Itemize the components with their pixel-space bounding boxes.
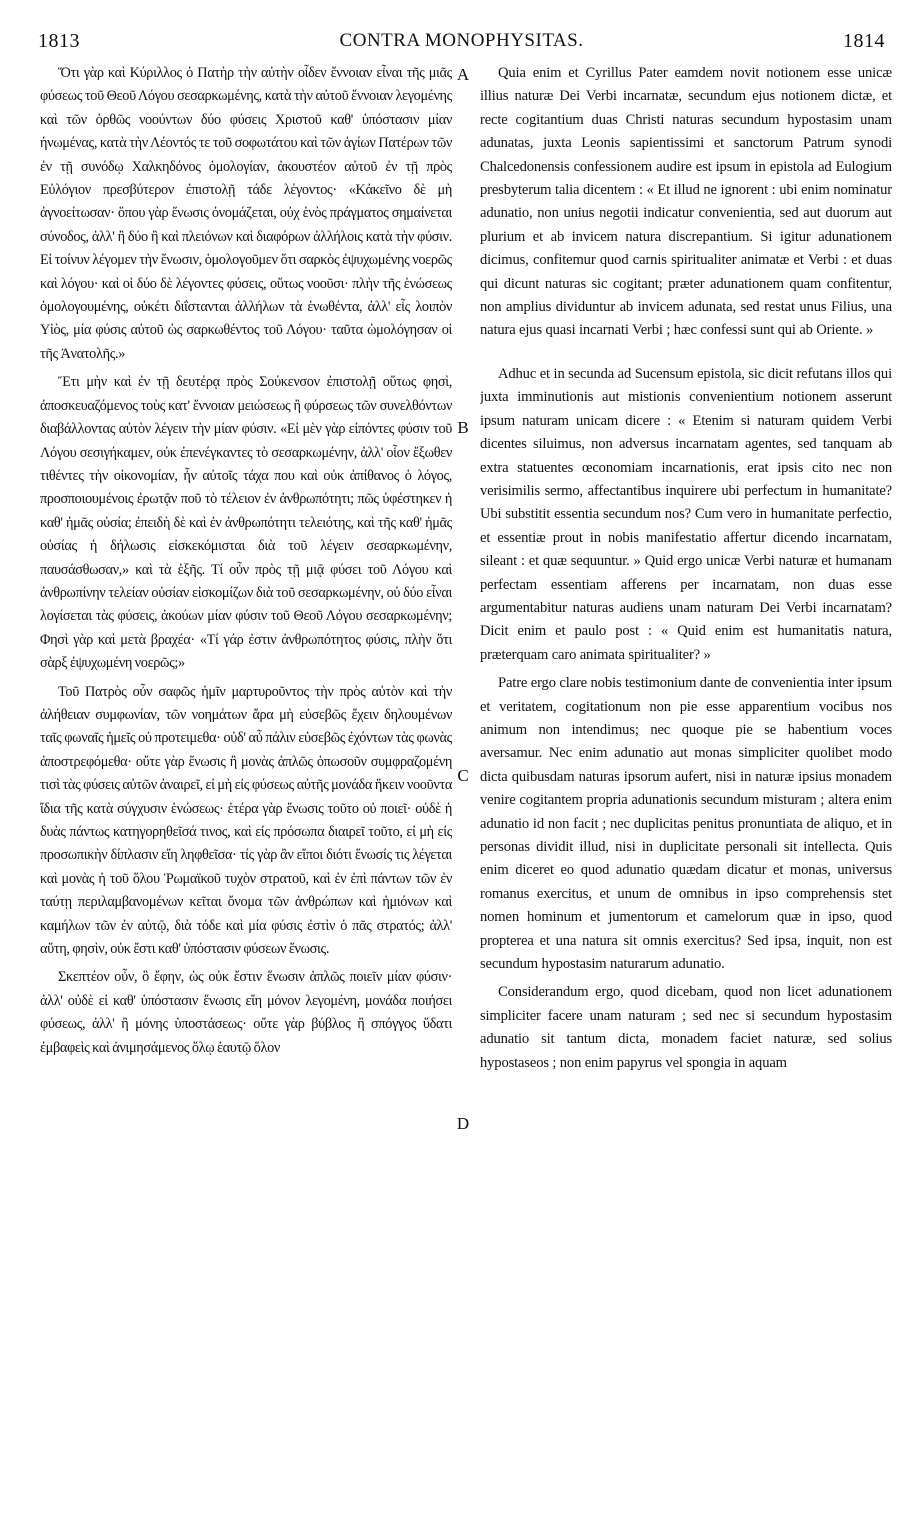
- latin-paragraph: Considerandum ergo, quod dicebam, quod non licet adunationem simpliciter facere unam naturam ; sed nec si secundum hypostasim adunatio sit tantum dicta, monadem faciet naturæ, sed solius hypostaseos ; non enim papyrus vel spongia in aquam: [480, 984, 892, 1071]
- greek-paragraph: Ἔτι μὴν καὶ ἐν τῇ δευτέρᾳ πρὸς Σούκενσον ἐπιστολῇ οὕτως φησὶ, ἀποσκευαζόμενος τοὺς κατ' ἔννοιαν μειώσεως ἢ φύρσεως τῶν συνελθόντων διαβάλλοντας αὐτὸν λέγειν τὴν μίαν φύσιν. «Εἰ μὲν γὰρ εἰπόντες φύσιν τοῦ Λόγου σεσιγήκαμεν, οὐκ ἐπενέγκαντες τὸ σεσαρκωμένην, ἀλλ' οἷον ἔξωθεν τιθέντες τὴν οἰκονομίαν, ἦν αὐτοῖς τάχα που καὶ οὐκ ἀπίθανος ὁ λόγος, προσποιουμένοις ἐρωτᾷν ποῦ τὸ τέλειον ἐν ἀνθρωπότητι; πῶς ὑφέστηκεν ἡ καθ' ἡμᾶς οὐσία; ἐπειδὴ δὲ καὶ ἐν ἀνθρωπότητι τελειότης, καὶ τῆς καθ' ἡμᾶς οὐσίας ἡ δήλωσις εἰσκεκόμισται διὰ τοῦ λέγειν σεσαρκωμένην, παυσάσθωσαν,» καὶ τὰ ἑξῆς. Τί οὖν πρὸς τῇ μιᾷ φύσει τοῦ Λόγου καὶ ἀνθρωπίνην τελείαν οὐσίαν εἰσκομίζων διὰ τοῦ σεσαρκωμένην, οὐ δύο εἶναι λογίσεται τὰς φύσεις, ἀκούων μίαν φύσιν τοῦ Θεοῦ Λόγου σεσαρκωμένην; Φησὶ γὰρ καὶ μετὰ βραχέα· «Τί γάρ ἐστιν ἀνθρωπότητος φύσις, πλὴν ὅτι σὰρξ ἐψυχωμένη νοερῶς;»: [40, 374, 452, 672]
- page-number-left: 1813: [38, 30, 80, 52]
- greek-paragraph: Ὅτι γὰρ καὶ Κύριλλος ὁ Πατὴρ τὴν αὐτὴν οἶδεν ἔννοιαν εἶναι τῆς μιᾶς φύσεως τοῦ Θεοῦ Λόγου σεσαρκωμένης, κατὰ τὴν αὐτοῦ ἔννοιαν λεγομένης καὶ τῶν ὀρθῶς νοούντων δύο φύσεις Χριστοῦ καθ' ὑπόστασιν μίαν ἡνωμένας, κατὰ τὴν Λέοντός τε τοῦ σοφωτάτου καὶ τῶν ἁγίων Πατέρων τῶν ἐν τῇ συνόδῳ Χαλκηδόνος ὁμολογίαν, ἀκουστέον αὐτοῦ ἐν τῇ πρὸς Εὐλόγιον πρεσβύτερον ἐπιστολῇ τάδε λέγοντος· «Κἀκεῖνο δὲ μὴ ἀγνοείτωσαν· ὅπου γὰρ ἕνωσις ὀνομάζεται, οὐχ ἑνὸς πράγματος σημαίνεται σύνοδος, ἀλλ' ἢ δύο ἢ καὶ πλειόνων καὶ διαφόρων ἀλλήλοις κατὰ τὴν φύσιν. Εἰ τοίνυν λέγομεν τὴν ἕνωσιν, ὁμολογοῦμεν ὅτι σαρκὸς ἐψυχωμένης νοερῶς καὶ λόγου· καὶ οἱ δύο δὲ λέγοντες φύσεις, οὕτως νοοῦσι· πλὴν τῆς ἑνώσεως ὁμολογουμένης, οὐκέτι διΐστανται ἀλλήλων τὰ ἑνωθέντα, ἀλλ' εἷς λοιπὸν Υἱὸς, μία φύσις αὐτοῦ ὡς σαρκωθέντος τοῦ Λόγου· ταῦτα ὡμολόγησαν οἱ τῆς Ἀνατολῆς.»: [40, 65, 452, 362]
- section-marker-a: A: [456, 65, 470, 84]
- section-marker-c: C: [457, 766, 469, 785]
- latin-paragraph: Patre ergo clare nobis testimonium dante de convenientia inter ipsum et veritatem, cogitationum non pie esse apparentium vocibus nos animum non intendimus; nec quoque pie se habentium voces aversamur. Nec enim adunatio aut monas simpliciter quolibet modo dicta quibusdam naturas ipsorum aufert, nisi in naturæ ipsius monadem venire cogitantem propria adunationis secundum misturam ; altera enim adunatio id non facit ; nec duplicitas penitus pronuntiata de aliquo, et in personas dividit illud, nisi in duplicitate personali sit intellecta. Quis enim diceret eo quod adunatio quædam dicatur et monas, universus romanus exercitus, et unum de omnibus in ipso comprehensis stet nomen hominum et jumentorum et camelorum quæ in ipso, quod propterea et una natura sit omnis exercitus? Sed ipsa, inquit, non est secundum hypostasim naturarum adunatio.: [480, 675, 892, 973]
- running-header: [30, 30, 893, 60]
- running-title: CONTRA MONOPHYSITAS.: [339, 30, 584, 51]
- latin-column: [480, 62, 892, 1512]
- greek-paragraph: Τοῦ Πατρὸς οὖν σαφῶς ἡμῖν μαρτυροῦντος τὴν πρὸς αὐτὸν καὶ τὴν ἀλήθειαν συμφωνίαν, τῶν νοημάτων ἄρα μὴ εὐσεβῶς ἔχειν δηλουμένων ταῖς φωναῖς ἡμεῖς οὐ προτειμεθα· οὐδ' αὖ πάλιν εὐσεβῶς ἐχόντων τὰς φωνὰς ἀποστρεφόμεθα· οὔτε γὰρ ἕνωσις ἢ μονὰς ἁπλῶς ὁπωσοῦν συμφραζομένη τισὶ τὰς φύσεις αὐτῶν ἀναιρεῖ, εἰ μὴ εἰς φύσεως αὐτῆς μονάδα ἥκειν νοοῦντα ἴδια τῆς κατὰ σύγχυσιν ἑνώσεως· ἑτέρα γὰρ ἕνωσις τοῦτο οὐ ποιεῖ· οὐδὲ ἡ δυὰς πάντως κατηγορηθεῖσά τινος, καὶ εἰς πρόσωπα διαιρεῖ τοῦτο, εἰ μὴ εἰς προσωπικὴν δίπλασιν εἴη ληφθεῖσα· τίς γὰρ ἂν εἴποι διότι ἕνωσίς τις λέγεται καὶ μονὰς ἡ τοῦ ὅλου Ῥωμαϊκοῦ τυχὸν στρατοῦ, καὶ ἐν ἐπὶ πάντων τῶν ἐν ταύτῃ περιλαμβανομένων κεῖται ὄνομα τῶν ἀνθρώπων καὶ ἡμιόνων καὶ καμήλων τῶν ἐν αὐτῷ, διὰ τόδε καὶ μία φύσις ἐστὶν ὁ πᾶς στρατός; ἀλλ' αὕτη, φησὶν, οὐκ ἔστι καθ' ὑπόστασιν φύσεων ἕνωσις.: [40, 683, 452, 958]
- section-marker-b: B: [457, 418, 469, 437]
- greek-paragraph: Σκεπτέον οὖν, ὃ ἔφην, ὡς οὐκ ἔστιν ἕνωσιν ἁπλῶς ποιεῖν μίαν φύσιν· ἀλλ' οὐδὲ εἰ καθ' ὑπόστασιν ἕνωσις εἴη μόνον λεγομένη, μονάδα ποιήσει φύσεως, ἀλλ' ἢ μόνης ὑποστάσεως· οὔτε γὰρ βύβλος ἢ σπόγγος ὕδατι ἐμβαφεὶς καὶ ἀνιμησάμενος ὅλῳ ἑαυτῷ ὅλον: [40, 969, 452, 1056]
- section-marker-d: D: [456, 1114, 470, 1133]
- greek-column: [40, 62, 452, 1512]
- latin-paragraph: Quia enim et Cyrillus Pater eamdem novit notionem esse unicæ illius naturæ Dei Verbi incarnatæ, secundum ejus notionem dictæ, et recte cogitantium duas Christi naturas secundum hypostasim unam adunatas, juxta Leonis sapientissimi et sanctorum Patrum synodi Chalcedonensis confessionem audire est ipsum in epistola ad Eulogium presbyterum talia dicentem : « Et illud ne ignorent : ubi enim nominatur adunatio, non unius negotii indicatur convenientia, sed aut duorum aut plurium et ab invicem natura discrepantium. Si igitur adunationem dicimus, confitemur quod carnis spiritualiter animatæ et Verbi : et duas qui dicunt naturas sic cogitant; præter adunationem quam confitentur, non amplius dividuntur ab invicem adunata, sed restat unus Filius, una natura ejus quasi incarnati Verbi ; hæc confessi sunt qui ab Oriente. »: [480, 65, 892, 339]
- page-number-right: 1814: [843, 30, 885, 52]
- latin-paragraph: Adhuc et in secunda ad Sucensum epistola, sic dicit refutans illos qui juxta imminutionis aut mistionis convenientium notionem asserunt ipsum naturam unicam dicere : « Etenim si naturam quidem Verbi dicentes siluimus, non adversus incarnatam agentes, sed tanquam ab extra statuentes œconomiam incarnationis, erat ipsis cito nec non verisimilis sermo, affectantibus inquirere ubi perfectum in humanitate? Ubi substitit essentia secundum nos? Cum vero in humanitate perfectio, et essentiæ prout in nobis manifestatio affertur dicendo incarnatam, sileant : et quæ sequuntur. » Quid ergo unicæ Verbi naturæ et humanam perfectam essentiam afferens per incarnatam, non duas esse argumentabitur naturas audiens unam naturam Dei Verbi incarnatam? Dicit enim et paulo post : « Quid enim est humanitatis natura, præterquam caro animata spiritualiter? »: [480, 365, 892, 663]
